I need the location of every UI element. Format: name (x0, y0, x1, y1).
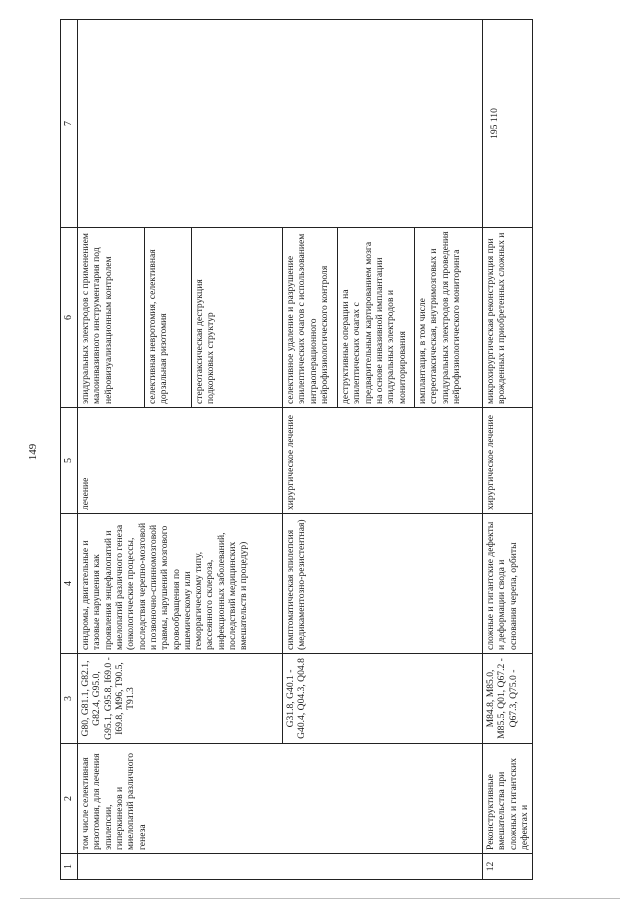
method-item: деструктивные операции на эпилептических очагах с предварительным картированием мозга на основе инвазивной имплантации эпидуральных электродов и мониторирования (337, 228, 414, 407)
method-item: эпидуральных электродов с применением малоинвазивного инструментария под нейровизуализационным контролем (80, 233, 114, 404)
table-row (78, 20, 283, 880)
procedure-name: Реконструктивные вмешательства при сложных и гигантских дефектах и (483, 744, 533, 854)
diagnosis-codes: G80, G81.1, G82.1, G82.4, G95.0, G95.1, G95.8, I69.0 - I69.8, M96, T90.5, T91.3 (78, 654, 283, 744)
document-sheet (60, 20, 560, 880)
scan-edge-line (20, 898, 620, 899)
method-item: селективное удаление и разрушение эпилептических очагов с использованием интраоперационного нейрофизиологического контроля (285, 233, 330, 404)
diagnosis-description: симптоматическая эпилепсия (медикаментозно-резистентная) (283, 514, 483, 654)
header-row (61, 20, 78, 880)
col-header-3: 3 (61, 654, 78, 744)
diagnosis-description: сложные и гигантские дефекты и деформации свода и основания черепа, орбиты (483, 514, 533, 654)
col-header-7: 7 (61, 20, 78, 228)
price-cell (78, 20, 483, 228)
row-number: 12 (483, 854, 533, 880)
diagnosis-codes: G31.8, G40.1 - G40.4, Q04.3, Q04.8 (283, 654, 483, 744)
method-item: микрохирургическая реконструкция при врожденных и приобретенных сложных и (485, 232, 508, 404)
procedure-name: том числе селективная ризотомия, для лечения эпилепсии, гиперкинезов и миелопатий различного генеза (78, 744, 483, 854)
col-header-5: 5 (61, 408, 78, 514)
procedures-table (60, 19, 533, 880)
col-header-4: 4 (61, 514, 78, 654)
method-item: имплантация, в том числе стереотаксическая, внутримозговых и эпидуральных электродов для проведения нейрофизиологического мониторинга (414, 228, 464, 407)
table-row (483, 20, 533, 880)
treatment-type: хирургическое лечение (283, 408, 483, 514)
method-item: стереотаксическая деструкция подкорковых структур (191, 228, 219, 407)
treatment-type: хирургическое лечение (483, 408, 533, 514)
treatment-methods (483, 228, 533, 408)
diagnosis-description: синдромы, двигательные и тазовые нарушения как проявления энцефалопатий и миелопатий различного генеза (онкологические процессы, последствия черепно-мозговой и позвоночно-спинномозговой травмы, нарушений мозгового кровообращения по ишемическому или геморрагическому типу, рассеянного склероза, инфекционных заболеваний, последствий медицинских вмешательств и процедур) (78, 514, 283, 654)
price-cell: 195 110 (483, 20, 533, 228)
col-header-6: 6 (61, 228, 78, 408)
treatment-type: лечение (78, 408, 283, 514)
col-header-1: 1 (61, 854, 78, 880)
treatment-methods (283, 228, 483, 408)
method-item: селективная невротомия, селективная дорзальная ризотомия (144, 228, 191, 407)
col-header-2: 2 (61, 744, 78, 854)
treatment-methods (78, 228, 283, 408)
page-number: 149 (27, 443, 39, 461)
diagnosis-codes: M84.8, M85.0, M85.5, Q01, Q67.2 - Q67.3, Q75.0 - (483, 654, 533, 744)
row-number (78, 854, 483, 880)
